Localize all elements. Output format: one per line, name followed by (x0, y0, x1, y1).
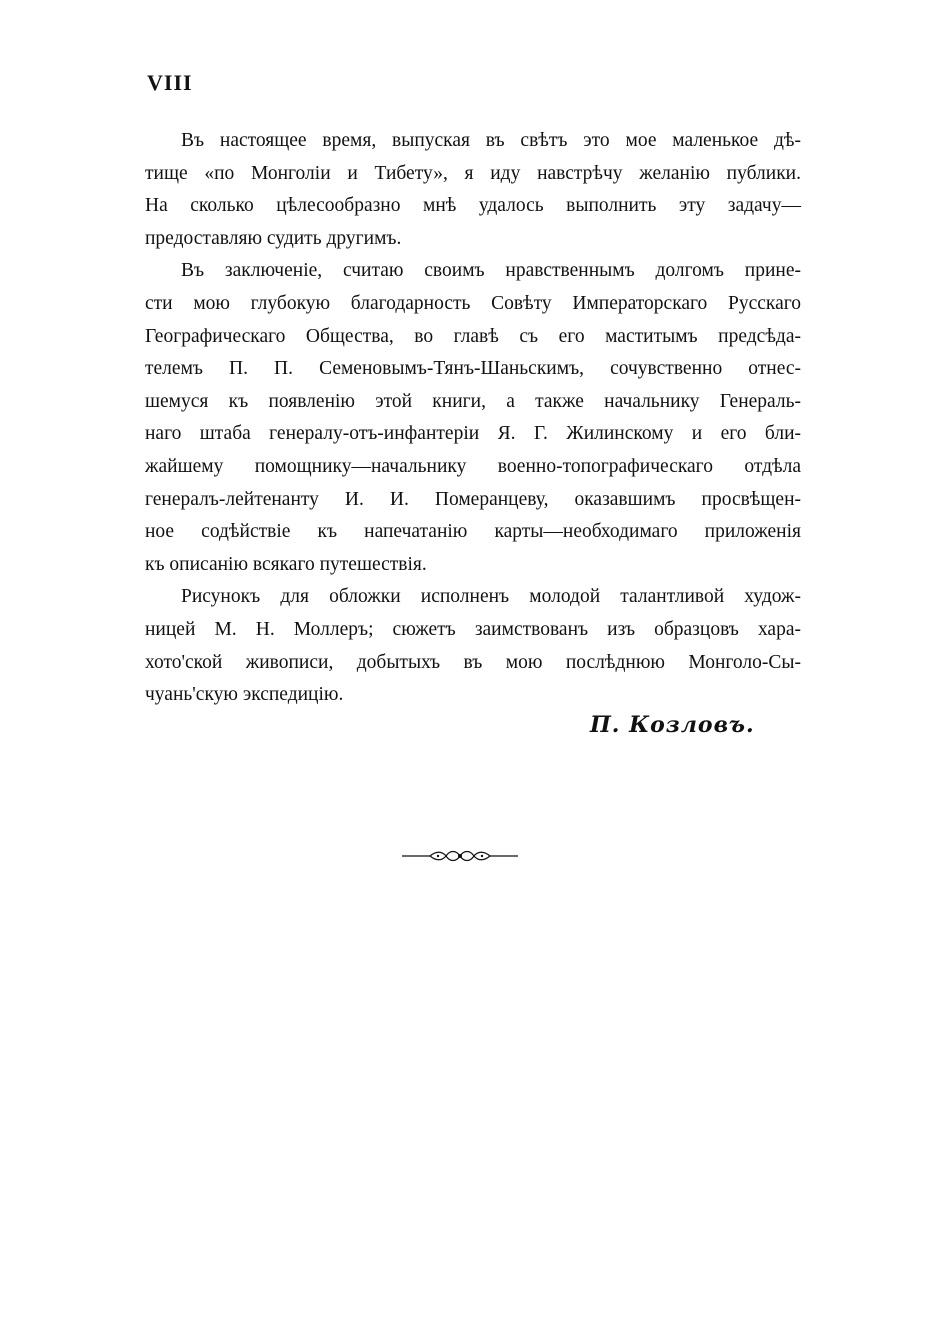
text-line: Географическаго Общества, во главѣ съ его маститымъ предсѣда- (145, 325, 801, 347)
text-line: Въ настоящее время, выпуская въ свѣтъ это мое маленькое дѣ- (181, 130, 801, 151)
text-line: наго штаба генералу-отъ-инфантеріи Я. Г. Жилинскому и его бли- (145, 423, 801, 445)
text-line: жайшему помощнику—начальнику военно-топографическаго отдѣла (145, 455, 801, 477)
paragraph-1 (145, 125, 801, 255)
text-line: шемуся къ появленію этой книги, а также начальнику Генераль- (145, 390, 801, 412)
text-line: генералъ-лейтенанту И. И. Померанцеву, оказавшимъ просвѣщен- (145, 488, 801, 510)
paragraph-3 (145, 581, 801, 711)
text-line: ное содѣйствіе къ напечатанію карты—необходимаго приложенія (145, 521, 801, 543)
decorative-scroll-ornament-icon (400, 848, 520, 864)
text-line: хото'ской живописи, добытыхъ въ мою послѣднюю Монголо-Сы- (145, 651, 801, 673)
text-line: къ описанію всякаго путешествія. (145, 553, 427, 575)
page-number: VIII (147, 70, 193, 95)
text-line: ницей М. Н. Моллеръ; сюжетъ заимствованъ изъ образцовъ хара- (145, 618, 801, 640)
text-line: Рисунокъ для обложки исполненъ молодой талантливой худож- (181, 586, 801, 608)
text-line: На сколько цѣлесообразно мнѣ удалось выполнить эту задачу— (145, 195, 801, 217)
text-line: предоставляю судить другимъ. (145, 227, 402, 249)
paragraph-2 (145, 255, 801, 581)
text-line: сти мою глубокую благодарность Совѣту Императорскаго Русскаго (145, 292, 801, 314)
text-line: Въ заключеніе, считаю своимъ нравственнымъ долгомъ прине- (181, 260, 801, 282)
body-text (145, 125, 801, 712)
text-line: телемъ П. П. Семеновымъ-Тянъ-Шаньскимъ, сочувственно отнес- (145, 358, 801, 380)
text-line: чуань'скую экспедицію. (145, 684, 344, 706)
author-signature: П. Козловъ. (590, 712, 755, 738)
text-line: тище «по Монголіи и Тибету», я иду навстрѣчу желанію публики. (145, 162, 801, 184)
